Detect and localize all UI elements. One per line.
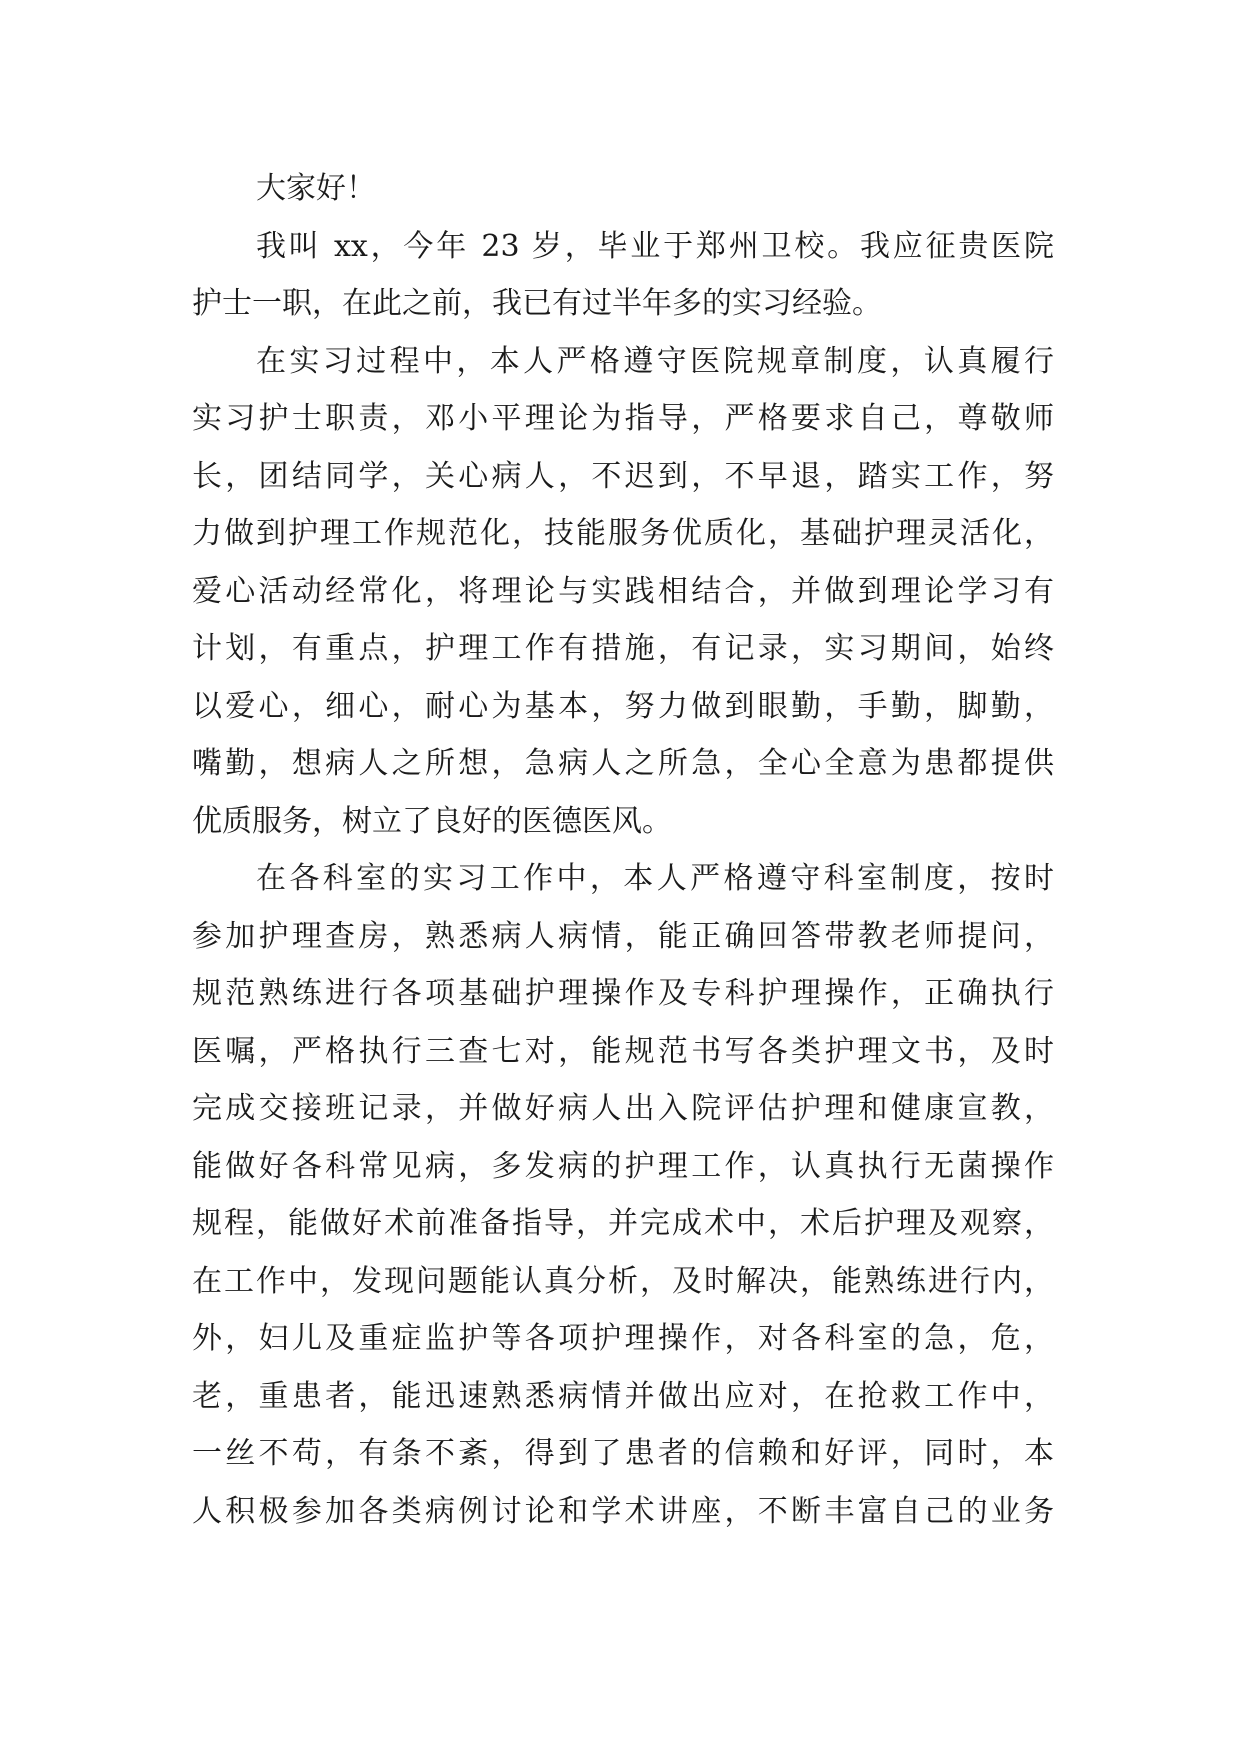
- paragraph-4-line-3: 规范熟练进行各项基础护理操作及专科护理操作，正确执行: [192, 976, 1054, 1011]
- paragraph-4-line-5: 完成交接班记录，并做好病人出入院评估护理和健康宣教，: [192, 1091, 1054, 1126]
- paragraph-4-line-2: 参加护理查房，熟悉病人病情，能正确回答带教老师提问，: [192, 918, 1054, 954]
- paragraph-3-line-1: 在实习过程中，本人严格遵守医院规章制度，认真履行: [256, 343, 1054, 379]
- paragraph-4-line-1: 在各科室的实习工作中，本人严格遵守科室制度，按时: [256, 861, 1054, 896]
- paragraph-2-line-2: 护士一职，在此之前，我已有过半年多的实习经验。: [192, 286, 882, 321]
- paragraph-3-line-7: 以爱心，细心，耐心为基本，努力做到眼勤，手勤，脚勤，: [192, 688, 1054, 724]
- paragraph-4-line-8: 在工作中，发现问题能认真分析，及时解决，能熟练进行内，: [192, 1263, 1054, 1299]
- paragraph-2-line-1: 我叫 xx，今年 23 岁，毕业于郑州卫校。我应征贵医院: [256, 228, 1054, 264]
- paragraph-3-line-8: 嘴勤，想病人之所想，急病人之所急，全心全意为患都提供: [192, 746, 1054, 781]
- paragraph-3-line-4: 力做到护理工作规范化，技能服务优质化，基础护理灵活化，: [192, 516, 1054, 551]
- paragraph-3-line-3: 长，团结同学，关心病人，不迟到，不早退，踏实工作，努: [192, 458, 1054, 494]
- paragraph-4-line-7: 规程，能做好术前准备指导，并完成术中，术后护理及观察，: [192, 1206, 1054, 1241]
- paragraph-3-line-2: 实习护士职责，邓小平理论为指导，严格要求自己，尊敬师: [192, 401, 1054, 436]
- document-body: [192, 160, 1054, 1540]
- paragraph-3-line-5: 爱心活动经常化，将理论与实践相结合，并做到理论学习有: [192, 573, 1054, 609]
- paragraph-4-line-6: 能做好各科常见病，多发病的护理工作，认真执行无菌操作: [192, 1148, 1054, 1184]
- paragraph-4-line-4: 医嘱，严格执行三查七对，能规范书写各类护理文书，及时: [192, 1033, 1054, 1069]
- paragraph-3-line-9: 优质服务，树立了良好的医德医风。: [192, 803, 672, 839]
- paragraph-4-line-10: 老，重患者，能迅速熟悉病情并做出应对，在抢救工作中，: [192, 1378, 1054, 1414]
- paragraph-3-line-6: 计划，有重点，护理工作有措施，有记录，实习期间，始终: [192, 631, 1054, 666]
- paragraph-4-line-12: 人积极参加各类病例讨论和学术讲座，不断丰富自己的业务: [192, 1493, 1054, 1529]
- paragraph-4-line-11: 一丝不苟，有条不紊，得到了患者的信赖和好评，同时，本: [192, 1436, 1054, 1471]
- paragraph-1-line-1: 大家好！: [256, 171, 376, 206]
- paragraph-4-line-9: 外，妇儿及重症监护等各项护理操作，对各科室的急，危，: [192, 1321, 1054, 1356]
